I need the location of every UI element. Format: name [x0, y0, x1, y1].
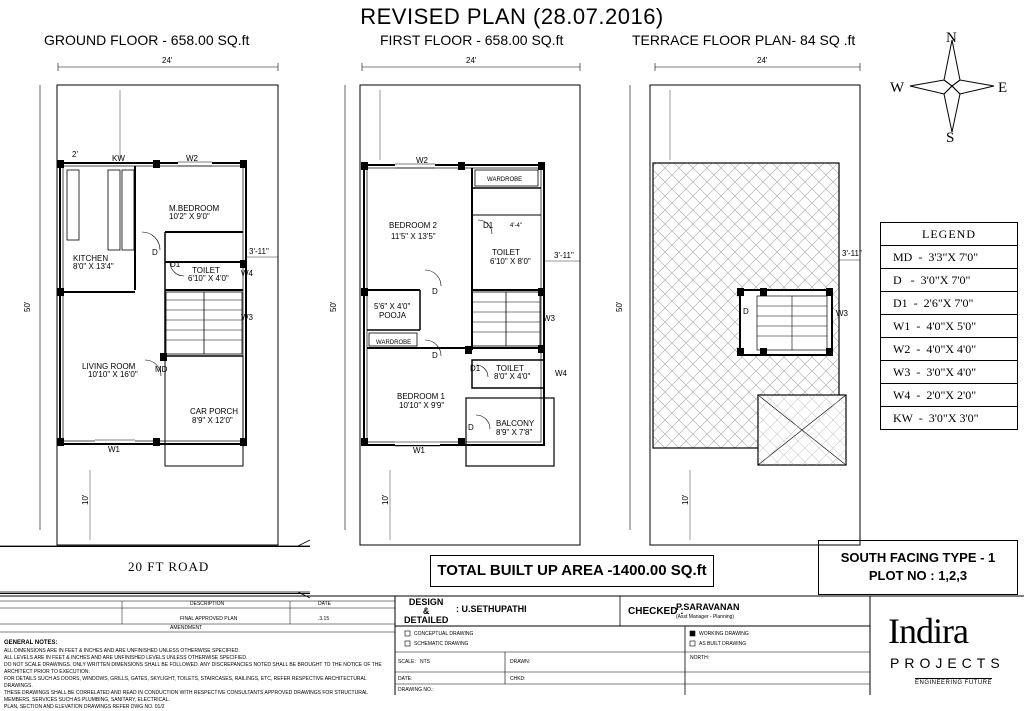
legend-row: W1 - 4'0"X 5'0" — [881, 315, 1017, 338]
first-floor-title: FIRST FLOOR - 658.00 SQ.ft — [380, 32, 564, 48]
terrace-depth-dim: 50' — [615, 301, 624, 312]
terrace-floor-title: TERRACE FLOOR PLAN- 84 SQ .ft — [632, 32, 856, 48]
ground-floor-title: GROUND FLOOR - 658.00 SQ.ft — [44, 32, 250, 48]
south-facing-type: SOUTH FACING TYPE - 1 — [840, 550, 996, 565]
tb-amendment: AMENDMENT — [170, 625, 203, 631]
tb-note: ALL DIMENSIONS ARE IN FEET & INCHES AND ARE UNFINISHED UNLESS OTHERWISE SPECIFIED. — [4, 648, 240, 654]
label-pooja-size: 5'6" X 4'0" — [374, 302, 411, 311]
legend-row: MD - 3'3"X 7'0" — [881, 246, 1017, 269]
label-ff-wardrobe2: WARDROBE — [376, 340, 412, 346]
label-w4: W4 — [241, 269, 253, 278]
compass-e: E — [998, 80, 1008, 96]
legend-row: D - 3'0"X 7'0" — [881, 269, 1017, 292]
brand-sub: PROJECTS — [890, 655, 1005, 671]
label-terrace-d: D — [743, 307, 749, 316]
label-ff-d-2: D — [432, 351, 438, 360]
label-md: MD — [155, 365, 168, 374]
tb-general-notes: GENERAL NOTES: — [4, 640, 58, 646]
brand-tagline: ENGINEERING FUTURE — [915, 680, 993, 686]
tb-detailed: DETAILED — [404, 615, 449, 625]
compass-n: N — [946, 30, 957, 46]
tb-scale-val: NTS — [420, 659, 430, 665]
tb-date2: DATE: — [398, 676, 413, 682]
ground-width-dim: 24' — [162, 56, 173, 65]
ground-depth-dim: 50' — [23, 301, 32, 312]
label-kw: KW — [112, 154, 125, 163]
legend-row: W2 - 4'0"X 4'0" — [881, 338, 1017, 361]
total-built-up-area: TOTAL BUILT UP AREA -1400.00 SQ.ft — [430, 555, 714, 587]
label-terrace-w3: W3 — [836, 309, 848, 318]
tb-note: PLAN, SECTION AND ELEVATION DRAWINGS REFER DWG NO. 01/2 — [4, 704, 165, 710]
compass-s: S — [946, 130, 955, 146]
ground-small-dim: 2' — [72, 150, 78, 159]
tb-north: NORTH: — [690, 655, 710, 661]
drawing-title: REVISED PLAN (28.07.2016) — [360, 4, 664, 29]
brand-logo: Indira — [888, 611, 968, 651]
tb-final-plan: FINAL APPROVED PLAN — [180, 616, 238, 622]
label-toilet-size: 6'10" X 4'0" — [188, 274, 229, 283]
first-wardrobe-dim: 4'-4" — [510, 223, 522, 229]
label-bedroom1-size: 10'10" X 9'9" — [399, 401, 445, 410]
tb-design-detailed — [404, 598, 448, 625]
label-ff-d-3: D — [468, 423, 474, 432]
north-compass — [910, 40, 994, 132]
tb-checker-role: (Asst Manager - Planning) — [676, 614, 735, 620]
label-ff-toilet: TOILET — [492, 248, 520, 257]
tb-checked: CHECKED : — [628, 606, 684, 617]
first-setback-dim: 10' — [381, 494, 390, 505]
label-ff-wardrobe: WARDROBE — [487, 177, 523, 183]
label-pooja: POOJA — [379, 311, 407, 320]
label-ff-w2: W2 — [416, 156, 428, 165]
terrace-wall-dim: 3'-11" — [842, 249, 862, 258]
tb-notes-list — [4, 648, 389, 711]
label-carporch: CAR PORCH — [190, 407, 239, 416]
legend-row: D1 - 2'6"X 7'0" — [881, 292, 1017, 315]
label-mbedroom-size: 10'2" X 9'0" — [169, 212, 210, 221]
label-mbedroom: M.BEDROOM — [169, 204, 220, 213]
label-ff-w3: W3 — [543, 314, 555, 323]
label-ff-d: D — [432, 287, 438, 296]
tb-note: DO NOT SCALE DRAWINGS. ONLY WRITTEN DIMENSIONS SHALL BE FOLLOWED. ANY DISCREPANCIES NOTED SHALL BE BROUGHT TO THE NOTICE OF THE ARCHITECT PRIOR TO EXECUTION. — [4, 662, 382, 675]
ground-floor-plan — [23, 56, 278, 545]
label-d: D — [152, 248, 158, 257]
label-bedroom2-size: 11'5" X 13'5" — [391, 232, 436, 241]
legend-title: LEGEND — [881, 223, 1017, 246]
label-d1: D1 — [170, 260, 181, 269]
tb-design: DESIGN — [408, 597, 444, 607]
tb-amp: & — [422, 606, 430, 616]
label-w3: W3 — [241, 313, 253, 322]
ground-setback-dim: 10' — [81, 494, 90, 505]
label-ff-toilet-size: 6'10" X 8'0" — [490, 257, 531, 266]
tb-date: DATE — [318, 601, 331, 607]
tb-as-built: AS BUILT DRAWING — [699, 641, 747, 647]
first-wall-dim: 3'-11" — [554, 251, 574, 260]
first-width-dim: 24' — [466, 56, 477, 65]
first-floor-plan — [329, 56, 580, 545]
tb-chkd: CHKD: — [510, 676, 526, 682]
label-living: LIVING ROOM — [82, 362, 136, 371]
ground-wall-dim: 3'-11" — [249, 247, 269, 256]
label-ff-toilet2: TOILET — [496, 364, 524, 373]
terrace-width-dim: 24' — [757, 56, 768, 65]
tb-drawing-no: DRAWING NO.: — [398, 687, 434, 693]
label-bedroom2: BEDROOM 2 — [389, 221, 438, 230]
road-label-area — [0, 546, 310, 594]
tb-scale: SCALE: — [398, 659, 416, 665]
legend-row: W4 - 2'0"X 2'0" — [881, 384, 1017, 407]
label-carporch-size: 8'9" X 12'0" — [192, 416, 233, 425]
tb-drawn: DRAWN: — [510, 659, 531, 665]
label-ff-d1b: D1 — [470, 364, 481, 373]
label-balcony-size: 8'9" X 7'8" — [496, 428, 533, 437]
tb-final-date: .3.15 — [318, 616, 330, 622]
tb-note: FOR DETAILS SUCH AS DOORS, WINDOWS, GRILLS, GATES, SKYLIGHT, TOILETS, STAIRCASES, RAILINGS, ETC, REFER RESPECTIVE ARCHITECTURAL DRAWINGS. — [4, 676, 367, 689]
tb-checker: P.SARAVANAN — [676, 602, 740, 612]
label-ff-toilet2-size: 8'0" X 4'0" — [494, 372, 531, 381]
tb-designer: : U.SETHUPATHI — [456, 604, 527, 614]
tb-note: ALL LEVELS ARE IN FEET & INCHES AND ARE UNFINISHED LEVELS UNLESS OTHERWISE SPECIFIED. — [4, 655, 248, 661]
label-w2: W2 — [186, 154, 198, 163]
tb-schematic: SCHEMATIC DRAWING — [414, 641, 469, 647]
plot-number: PLOT NO : 1,2,3 — [868, 568, 968, 583]
legend-row: W3 - 3'0"X 4'0" — [881, 361, 1017, 384]
terrace-floor-plan — [615, 56, 862, 545]
compass-w: W — [890, 80, 905, 96]
road-label: 20 FT ROAD — [128, 559, 210, 574]
south-facing-box — [818, 540, 1018, 595]
label-living-size: 10'10" X 16'0" — [88, 370, 138, 379]
label-balcony: BALCONY — [496, 419, 535, 428]
label-ff-w1: W1 — [413, 446, 425, 455]
tb-note: THESE DRAWINGS SHALL BE CORRELATED AND READ IN CONDUCTION WITH RESPECTIVE CONSULTANTS APPROVED DRAWINGS FOR STRUCTURAL MEMBERS, SERVICES SUCH AS PLUMBING, SANITARY, ELECTRICAL. — [4, 690, 368, 703]
legend-table — [880, 222, 1018, 430]
tb-conceptual: CONCEPTUAL DRAWING — [414, 631, 474, 637]
tb-description: DESCRIPTION — [190, 601, 225, 607]
label-toilet: TOILET — [192, 266, 220, 275]
tb-working: WORKING DRAWING — [699, 631, 749, 637]
label-ff-d1: D1 — [483, 221, 494, 230]
label-bedroom1: BEDROOM 1 — [397, 392, 446, 401]
label-kitchen: KITCHEN — [73, 254, 109, 263]
label-ff-w4: W4 — [555, 369, 567, 378]
terrace-setback-dim: 10' — [681, 494, 690, 505]
label-kitchen-size: 8'0" X 13'4" — [73, 262, 114, 271]
first-depth-dim: 50' — [329, 301, 338, 312]
label-w1: W1 — [108, 445, 120, 454]
legend-row: KW - 3'0"X 3'0" — [893, 411, 979, 425]
